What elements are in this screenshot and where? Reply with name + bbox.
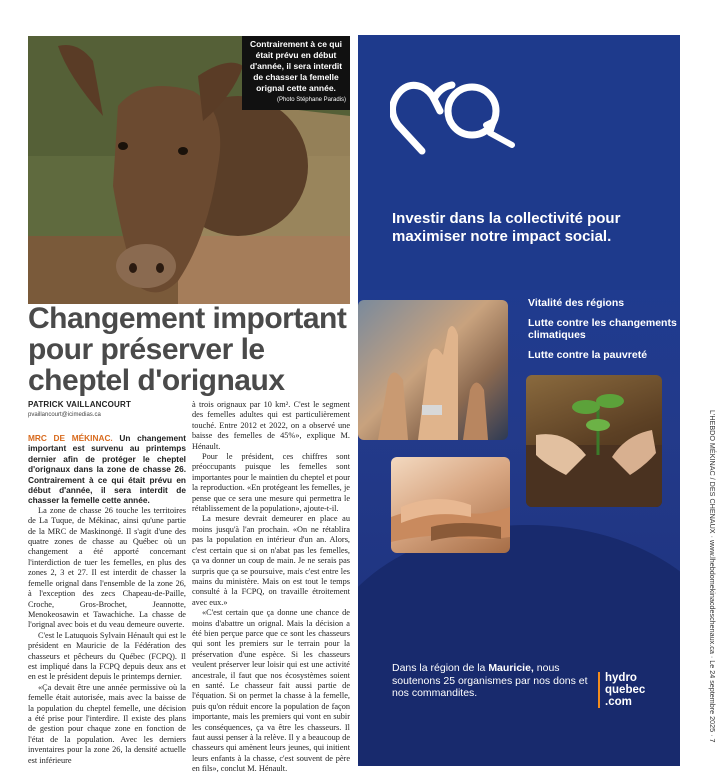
ad-bottom-pre: Dans la région de la <box>392 662 489 674</box>
hydro-quebec-ad[interactable] <box>358 35 680 766</box>
article-headline: Changement important pour préserver le cheptel d'orignaux <box>28 302 347 397</box>
ad-bullet-list <box>528 297 678 368</box>
photo-credit: (Photo Stéphane Paradis) <box>276 97 346 103</box>
article-lead-text: Un changement important est survenu au printemps dernier afin de protéger le cheptel d'orignaux dans la zone de chasse 26. Contrairement à ce qui était prévu en début d'année, il sera interdit de chasser la femelle cette année. <box>28 433 186 506</box>
article-paragraph: La zone de chasse 26 touche les territoires de La Tuque, de Mékinac, ainsi qu'une partie de la MRC de Maskinongé. Il s'agit d'une des quatre zones de chasse au Québec où un changement a été apporté concernant l'interdiction de tuer les femelles, en plus des zones 2, 3 et 27. Il est interdit de chasser la femelle orignal dans l'ensemble de la zone 26, à l'exception des zecs Chapeau-de-Paille, Croche, Gros-Brochet, Jeannotte, Menokeosawin et Tawachiche. La chasse de l'orignal avec bois et du veau demeure ouverte. <box>28 505 186 630</box>
article-paragraph: à trois orignaux par 10 km². C'est le segment des femelles adultes qui est particulièrement touché. Entre 2012 et 2022, on a observé une baisse des femelles de 45%», explique M. Hénault. <box>192 400 350 451</box>
ad-headline: Investir dans la collectivité pour maximiser notre impact social. <box>392 210 621 245</box>
article-paragraph: La mesure devrait demeurer en place au moins jusqu'à l'an prochain. «On ne rétablira pas la population en intérieur d'un an. Alors, c'est certain que si on n'abat pas les femelles, ça va donner un coup de main. Je ne serais pas surpris que ça se poursuive, mais c'est entre les mains du ministère. Mais on est tout le temps consulté à la FCPQ, on travaille étroitement avec eux.» <box>192 514 350 607</box>
article-column-1 <box>28 433 186 766</box>
article-paragraph: C'est le Latuquois Sylvain Hénault qui est le président en Mauricie de la Fédération des chasseurs et pêcheurs du Québec (FCPQ). Il est impliqué dans la FCPQ depuis deux ans et en est le président depuis le printemps dernier. <box>28 630 186 682</box>
ad-bullet: Vitalité des régions <box>528 297 625 309</box>
brand-line: hydro <box>605 672 637 684</box>
ad-swoosh <box>358 525 680 766</box>
article-paragraph: «Ça devait être une année permissive où la femelle était autorisée, mais avec la baisse de la population du cheptel femelle, une décision a été prise pour l'interdire. Il existe des plans de gestion pour chaque zone en fonction de l'état de la population. Avec les derniers inventaires pour la zone 26, la densité actuelle est inférieure <box>28 682 186 765</box>
article-paragraph: «C'est certain que ça donne une chance de moins d'abattre un orignal. Mais la décision a été bien perçue parce que ce sont les chasseurs qui sont les premiers sur le terrain pour la préservation d'une espèce. Si les chasseurs veulent préserver leur loisir qui est une activité ancestrale, il faut que nos écosystèmes soient en santé. Le chasseur fait aussi partie de l'équation. Si on permet la chasse à la femelle, puis qu'on réduit encore la population de façon importante, mais les premiers qui vont en subir les conséquences, ça va être les chasseurs. Il faut aussi penser à la relève. Il y a beaucoup de chasseurs qui amènent leurs jeunes, qui initient leurs enfants à la chasse, c'est souvent de père en fils», conclut M. Hénault. <box>192 608 350 774</box>
raised-hands-photo <box>358 300 508 440</box>
moose-photo <box>28 36 350 304</box>
ad-bottom-region: Mauricie, <box>488 662 534 674</box>
article-kicker: MRC DE MÉKINAC. <box>28 433 113 443</box>
ad-bullet: Lutte contre la pauvreté <box>528 348 648 361</box>
ad-bottom-post: nous soutenons 25 organismes par nos dons et nos commandites. <box>392 662 588 699</box>
ad-bottom-text <box>392 662 592 700</box>
author-name: PATRICK VAILLANCOURT <box>28 400 132 409</box>
brand-line: .com <box>605 696 632 708</box>
footer-text: L'HEBDO MÉKINAC / DES CHENAUX · www.lhebdomekinacdeschenaux.ca · Le 24 septembre 2025 · 7 <box>708 410 717 743</box>
ad-bullet: Lutte contre les changements climatiques <box>528 316 677 341</box>
photo-caption-text: Contrairement à ce qui était prévu en début d'année, il sera interdit de chasser la femelle orignal cette année. <box>249 39 343 93</box>
hydro-quebec-link[interactable] <box>598 672 645 708</box>
planting-seedling-photo <box>526 375 662 507</box>
brand-line: quebec <box>605 684 646 696</box>
heart-q-logo-icon <box>390 63 520 163</box>
article-column-2 <box>192 400 350 775</box>
page-footer-vertical <box>706 410 720 750</box>
author-email[interactable]: pvaillancourt@icimedias.ca <box>28 412 101 418</box>
joined-hands-photo <box>391 457 510 553</box>
photo-caption <box>242 36 350 110</box>
article-paragraph: Pour le président, ces chiffres sont préoccupants puisque les femelles sont importantes pour le maintien du cheptel et pour la reproduction. «En protégeant les femelles, je pense que ce sera une mesure qui permettra le rétablissement de la population», ajoute-t-il. <box>192 452 350 514</box>
article-lead <box>28 433 186 506</box>
